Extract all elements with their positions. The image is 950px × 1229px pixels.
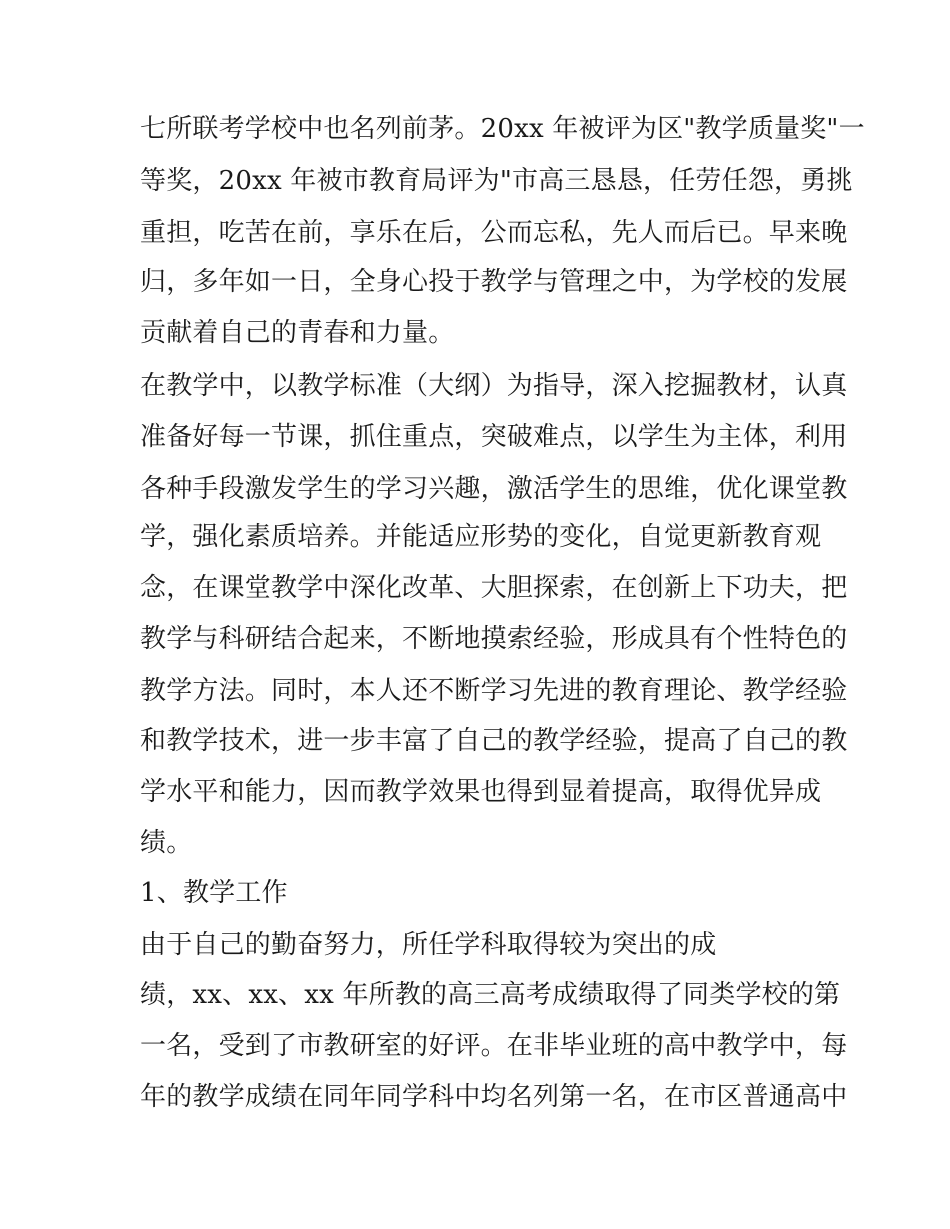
text-line: 由于自己的勤奋努力，所任学科取得较为突出的成 <box>140 930 717 960</box>
text-line: 准备好每一节课，抓住重点，突破难点，以学生为主体，利用 <box>140 422 848 452</box>
text-line: 年的教学成绩在同年同学科中均名列第一名，在市区普通高中 <box>140 1082 848 1112</box>
section-heading: 1、教学工作 <box>140 878 288 908</box>
text-line: 教学方法。同时，本人还不断学习先进的教育理论、教学经验 <box>140 676 848 706</box>
text-line: 各种手段激发学生的学习兴趣，激活学生的思维，优化课堂教 <box>140 474 848 504</box>
text-line: 贡献着自己的青春和力量。 <box>140 318 455 348</box>
text-line: 一名，受到了市教研室的好评。在非毕业班的高中教学中，每 <box>140 1031 848 1061</box>
text-line: 重担，吃苦在前，享乐在后，公而忘私，先人而后已。早来晚 <box>140 218 848 248</box>
text-line: 绩，xx、xx、xx 年所教的高三高考成绩取得了同类学校的第 <box>140 980 841 1010</box>
text-line: 念，在课堂教学中深化改革、大胆探索，在创新上下功夫，把 <box>140 573 848 603</box>
text-line: 七所联考学校中也名列前茅。20xx 年被评为区"教学质量奖"一 <box>140 114 865 144</box>
text-line: 学水平和能力，因而教学效果也得到显着提高，取得优异成 <box>140 777 822 807</box>
text-line: 学，强化素质培养。并能适应形势的变化，自觉更新教育观 <box>140 522 822 552</box>
text-line: 等奖，20xx 年被市教育局评为"市高三恳恳，任劳任怨，勇挑 <box>140 166 853 196</box>
text-line: 和教学技术，进一步丰富了自己的教学经验，提高了自己的教 <box>140 726 848 756</box>
text-line: 在教学中，以教学标准（大纲）为指导，深入挖掘教材，认真 <box>140 371 848 401</box>
text-line: 教学与科研结合起来，不断地摸索经验，形成具有个性特色的 <box>140 624 848 654</box>
text-line: 绩。 <box>140 828 193 858</box>
text-line: 归，多年如一日，全身心投于教学与管理之中，为学校的发展 <box>140 267 848 297</box>
